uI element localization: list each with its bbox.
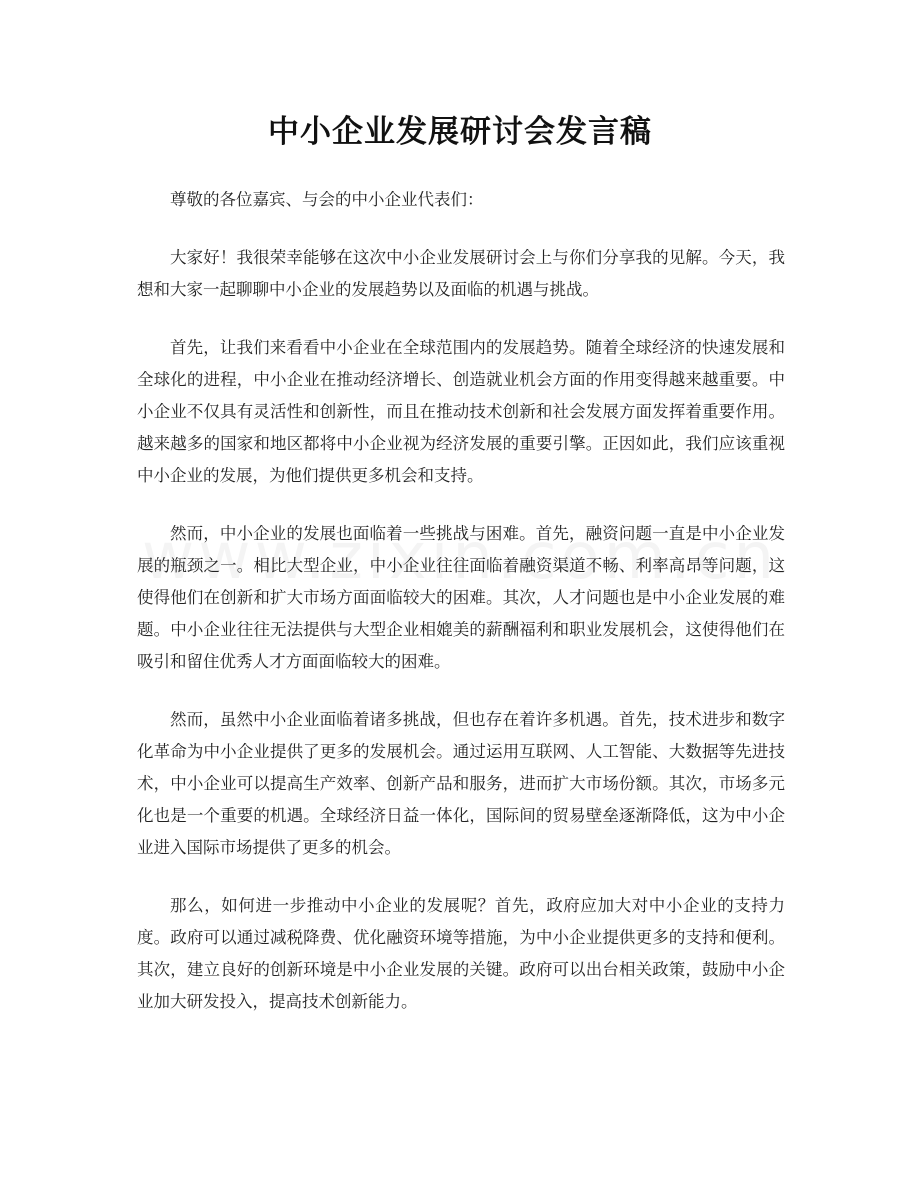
document-body bbox=[137, 184, 785, 1044]
paragraph-measures: 那么，如何进一步推动中小企业的发展呢？首先，政府应加大对中小企业的支持力度。政府可以通过减税降费、优化融资环境等措施，为中小企业提供更多的支持和便利。其次，建立良好的创新环境是中小企业发展的关键。政府可以出台相关政策，鼓励中小企业加大研发投入，提高技术创新能力。 bbox=[137, 896, 785, 1011]
paragraph-greeting: 大家好！我很荣幸能够在这次中小企业发展研讨会上与你们分享我的见解。今天，我想和大家一起聊聊中小企业的发展趋势以及面临的机遇与挑战。 bbox=[137, 248, 785, 299]
paragraph-trends: 首先，让我们来看看中小企业在全球范围内的发展趋势。随着全球经济的快速发展和全球化的进程，中小企业在推动经济增长、创造就业机会方面的作用变得越来越重要。中小企业不仅具有灵活性和创新性，而且在推动技术创新和社会发展方面发挥着重要作用。越来越多的国家和地区都将中小企业视为经济发展的重要引擎。正因如此，我们应该重视中小企业的发展，为他们提供更多机会和支持。 bbox=[137, 338, 785, 485]
document-title: 中小企业发展研讨会发言稿 bbox=[268, 114, 652, 150]
paragraph-challenges: 然而，中小企业的发展也面临着一些挑战与困难。首先，融资问题一直是中小企业发展的瓶颈之一。相比大型企业，中小企业往往面临着融资渠道不畅、利率高昂等问题，这使得他们在创新和扩大市场方面面临较大的困难。其次，人才问题也是中小企业发展的难题。中小企业往往无法提供与大型企业相媲美的薪酬福利和职业发展机会，这使得他们在吸引和留住优秀人才方面面临较大的困难。 bbox=[137, 524, 785, 671]
paragraph-opportunities: 然而，虽然中小企业面临着诸多挑战，但也存在着许多机遇。首先，技术进步和数字化革命为中小企业提供了更多的发展机会。通过运用互联网、人工智能、大数据等先进技术，中小企业可以提高生产效率、创新产品和服务，进而扩大市场份额。其次，市场多元化也是一个重要的机遇。全球经济日益一体化，国际间的贸易壁垒逐渐降低，这为中小企业进入国际市场提供了更多的机会。 bbox=[137, 710, 785, 857]
paragraph-salutation: 尊敬的各位嘉宾、与会的中小企业代表们： bbox=[170, 190, 484, 209]
